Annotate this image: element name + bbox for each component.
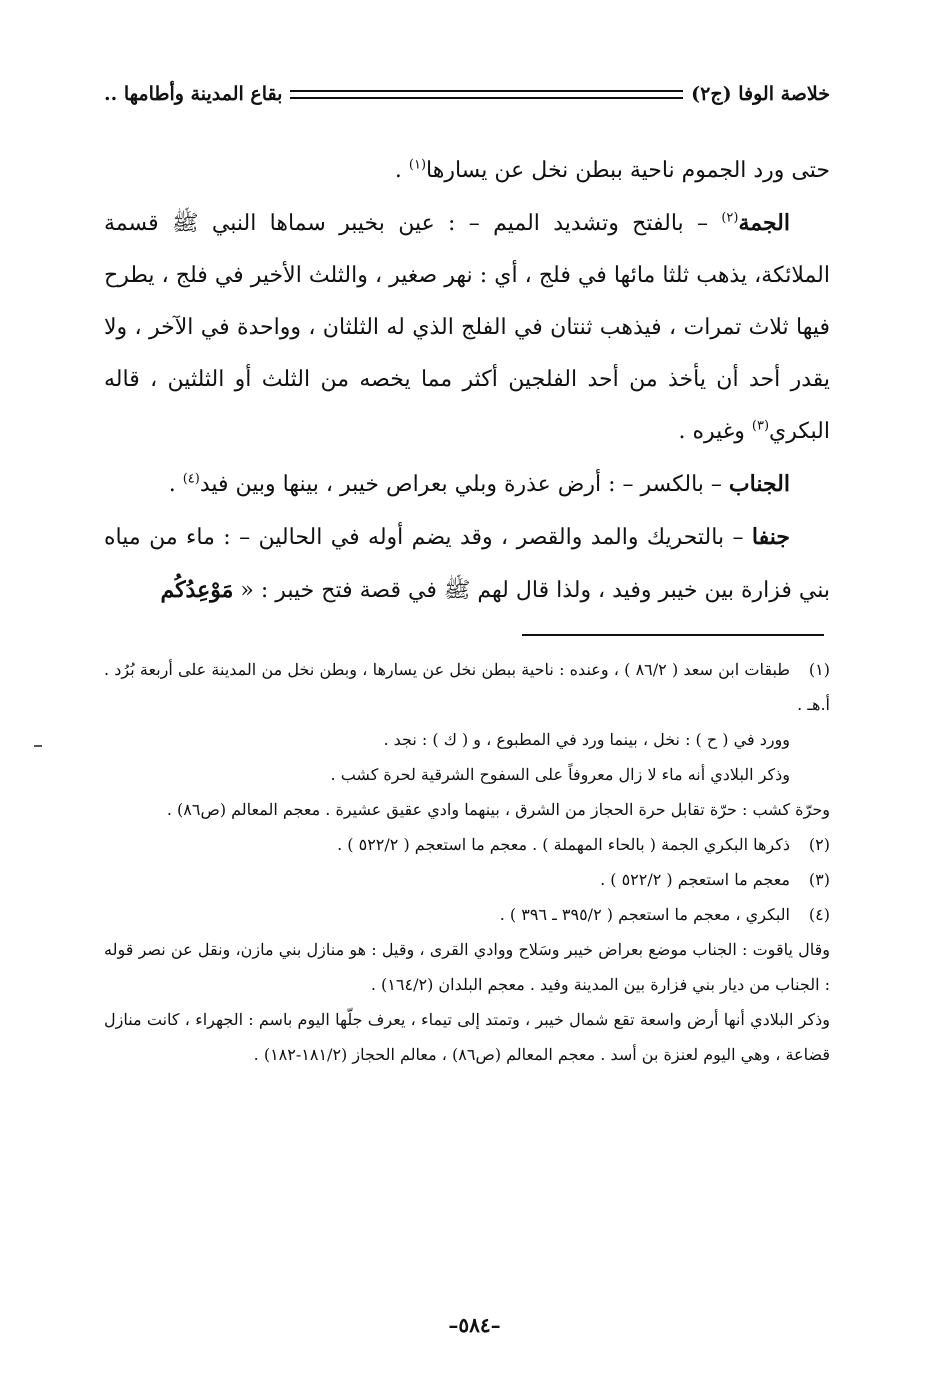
footnote-1-line-2: وورد في ( ح ) : نخل ، بينما ورد في المطبوع ، و ( ك ) : نجد . (383, 730, 790, 749)
margin-mark (34, 745, 42, 747)
footnote-1 (104, 652, 830, 722)
footnote-3 (104, 862, 830, 897)
paragraph-1 (104, 145, 830, 197)
footnote-2 (104, 827, 830, 862)
paragraph-1-text: حتى ورد الجموم ناحية ببطن نخل عن يسارها (426, 158, 830, 183)
entry-jinab-term: الجناب (728, 471, 790, 497)
paragraph-1-tail: . (394, 158, 409, 183)
entry-jamma-term: الجمة (738, 210, 790, 236)
entry-jamma (104, 197, 830, 458)
page-number: –٥٨٤– (448, 1313, 501, 1337)
footnote-4-text: البكري ، معجم ما استعجم ( ٣٩٥/٢ ـ ٣٩٦ ) . (499, 905, 790, 924)
footnote-4-line-3: وذكر البلادي أنها أرض واسعة تقع شمال خيبر ، وتمتد إلى تيماء ، يعرف جلّها اليوم باسم : الجهراء ، كانت منازل قضاعة ، وهي اليوم لعنزة بن أسد . معجم المعالم (ص٨٦) ، معالم الحجاز (١٨١/٢-١٨٢) . (104, 1010, 830, 1064)
entry-jinab-text: – بالكسر – : أرض عذرة وبلي بعراص خيبر ، بينها وبين فيد (199, 472, 729, 497)
header-book-title: خلاصة الوفا (ج٢) (691, 83, 830, 105)
footnote-4 (104, 897, 830, 932)
footnote-ref-4: (٤) (182, 471, 200, 487)
footnote-ref-1: (١) (408, 157, 427, 173)
entry-jinab (104, 458, 830, 511)
footnote-3-number: (٣) (808, 870, 830, 889)
footnote-separator (522, 634, 824, 636)
header-section-title: بقاع المدينة وأطامها .. (104, 83, 283, 105)
entry-jinab-tail: . (168, 472, 183, 497)
footnote-1-line-3: وذكر البلادي أنه ماء لا زال معروفاً على السفوح الشرقية لحرة كشب . (330, 765, 790, 784)
entry-janafa (104, 511, 830, 617)
footnote-4-line-2: وقال ياقوت : الجناب موضع بعراض خيبر وسَلاح ووادي القرى ، وقيل : هو منازل بني مازن، ونقل عن نصر قوله : الجناب من ديار بني فزارة بين المدينة وفيد . معجم البلدان (١٦٤/٢) . (104, 940, 830, 994)
entry-janafa-term: جنفا (751, 524, 790, 550)
footnote-1-line-4: وحرّة كشب : حرّة تقابل حرة الحجاز من الشرق ، بينهما وادي عقيق عشيرة . معجم المعالم (ص٨٦) . (166, 800, 830, 819)
running-header (104, 74, 830, 114)
footnote-3-text: معجم ما استعجم ( ٥٢٢/٢ ) . (600, 870, 790, 889)
entry-jamma-text: – بالفتح وتشديد الميم – : عين بخيبر سماها النبي ﷺ قسمة الملائكة، يذهب ثلثا مائها في فلج ، أي : نهر صغير ، والثلث الأخير في فلج ، يطرح فيها ثلاث تمرات ، فيذهب ثنتان في الفلج الذي له الثلثان ، وواحدة في الآخر ، ولا يقدر أحد أن يأخذ من أحد الفلجين أكثر مما يخصه من الثلث أو الثلثين ، قاله البكري (104, 211, 830, 444)
entry-janafa-quote: مَوْعِدُكُم (160, 577, 234, 603)
footnote-4-number: (٤) (808, 905, 830, 924)
footnote-ref-2: (٢) (721, 210, 739, 226)
header-rule (290, 90, 683, 99)
footnotes (104, 652, 830, 1072)
footnote-1-number: (١) (808, 660, 831, 679)
footnote-2-number: (٢) (808, 835, 830, 854)
entry-jamma-tail: وغيره . (678, 419, 752, 444)
footnote-2-text: ذكرها البكري الجمة ( بالحاء المهملة ) . معجم ما استعجم ( ٥٢٢/٢ ) . (337, 835, 790, 854)
entry-janafa-text: – بالتحريك والمد والقصر ، وقد يضم أوله في الحالين – : ماء من مياه بني فزارة بين خيبر وفيد ، ولذا قال لهم ﷺ في قصة فتح خيبر : « (104, 525, 830, 603)
footnote-ref-3: (٣) (751, 418, 770, 434)
footnote-1-text: طبقات ابن سعد ( ٨٦/٢ ) ، وعنده : ناحية ببطن نخل عن يسارها ، وبطن نخل من المدينة على أربعة بُرُد . أ.هـ . (104, 660, 830, 714)
main-text (104, 145, 830, 617)
